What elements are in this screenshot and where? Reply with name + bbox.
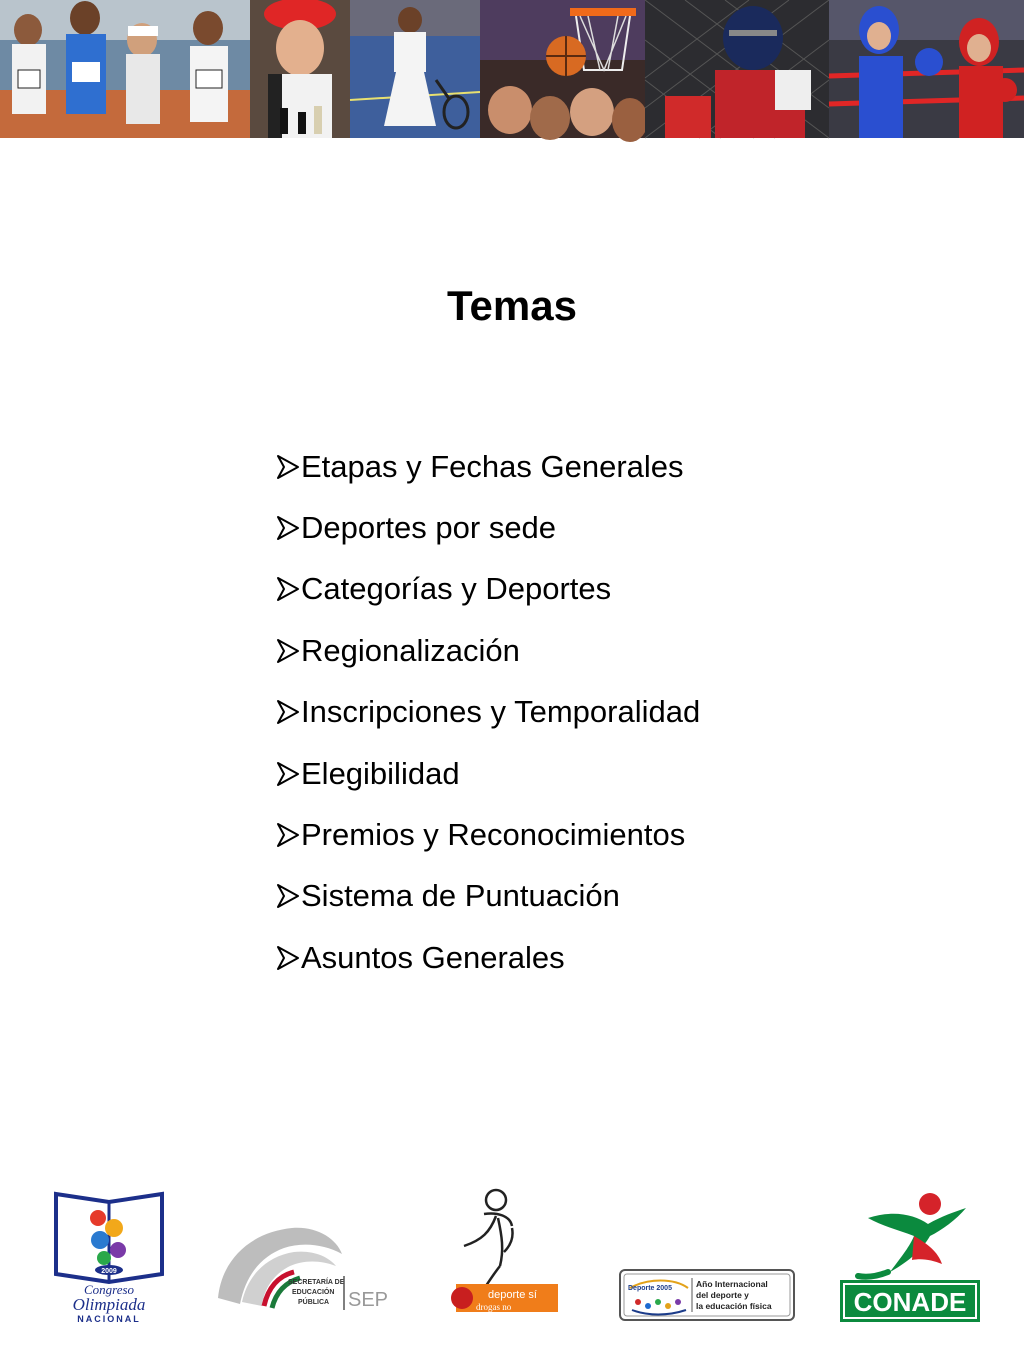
- list-item: [276, 682, 700, 743]
- arrowhead-bullet-icon: [276, 515, 300, 541]
- logo-line-3: PÚBLICA: [298, 1299, 330, 1306]
- logo-line-2: EDUCACIÓN: [292, 1289, 335, 1296]
- list-item: [276, 620, 700, 681]
- logo-mark: SEP: [348, 1289, 389, 1311]
- arrowhead-bullet-icon: [276, 699, 300, 725]
- list-item: [276, 436, 700, 497]
- list-item: [276, 866, 700, 927]
- slide-title: Temas: [447, 282, 577, 329]
- ano-internacional-deporte-logo: [618, 1268, 796, 1322]
- logo-year: 2009: [101, 1268, 117, 1275]
- logo-name: CONADE: [853, 1287, 967, 1317]
- logo-line-2: del deporte y: [696, 1290, 749, 1300]
- topic-text: Categorías y Deportes: [301, 571, 612, 607]
- arrowhead-bullet-icon: [276, 945, 300, 971]
- topic-text: Elegibilidad: [301, 755, 460, 791]
- topic-text: Inscripciones y Temporalidad: [301, 694, 701, 730]
- logo-line-2: drogas no: [476, 1302, 512, 1312]
- arrowhead-bullet-icon: [276, 883, 300, 909]
- list-item: [276, 743, 700, 804]
- sep-logo: [212, 1218, 389, 1316]
- athletics-runners-photo: [0, 0, 250, 138]
- arrowhead-bullet-icon: [276, 638, 300, 664]
- logo-line-1: Año Internacional: [696, 1279, 768, 1289]
- topic-text: Regionalización: [301, 632, 520, 668]
- arrowhead-bullet-icon: [276, 454, 300, 480]
- logo-line-1: SECRETARÍA DE: [288, 1279, 345, 1286]
- topic-text: Asuntos Generales: [301, 939, 565, 975]
- topics-list: [276, 436, 700, 989]
- baseball-catcher-photo: [645, 0, 829, 138]
- arrowhead-bullet-icon: [276, 822, 300, 848]
- topic-text: Etapas y Fechas Generales: [301, 448, 684, 484]
- boxing-photo: [829, 0, 1024, 138]
- badminton-player-photo: [350, 0, 480, 138]
- arrowhead-bullet-icon: [276, 761, 300, 787]
- list-item: [276, 927, 700, 988]
- logo-line-3: la educación física: [696, 1301, 772, 1311]
- logo-line-1: deporte sí: [488, 1289, 537, 1301]
- topic-text: Premios y Reconocimientos: [301, 817, 686, 853]
- basketball-photo: [480, 0, 645, 138]
- logo-line-3: NACIONAL: [77, 1314, 141, 1324]
- chess-player-photo: [250, 0, 350, 138]
- arrowhead-bullet-icon: [276, 576, 300, 602]
- list-item: [276, 497, 700, 558]
- deporte-si-logo: [448, 1186, 560, 1316]
- topic-text: Deportes por sede: [301, 510, 557, 546]
- topic-text: Sistema de Puntuación: [301, 878, 620, 914]
- list-item: [276, 559, 700, 620]
- conade-logo: [838, 1190, 982, 1324]
- congreso-olimpiada-logo: [52, 1188, 166, 1326]
- logo-badge: Deporte 2005: [628, 1285, 672, 1292]
- logo-line-2: Olimpiada: [72, 1295, 146, 1314]
- logo-line-1: Congreso: [83, 1282, 135, 1297]
- header-banner: [0, 0, 1024, 138]
- list-item: [276, 804, 700, 865]
